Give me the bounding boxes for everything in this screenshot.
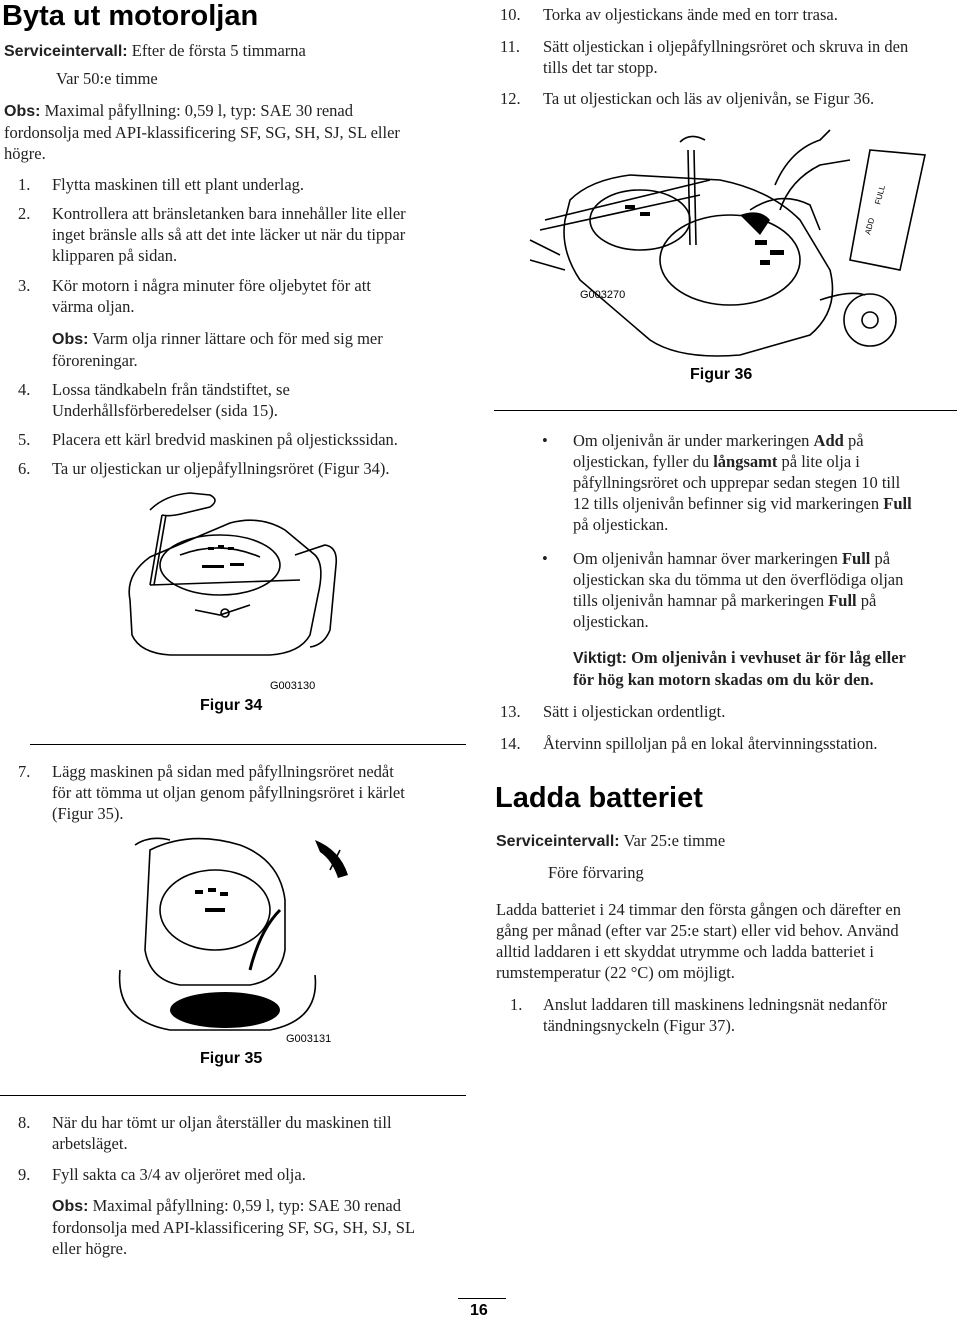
step-line: När du har tömt ur oljan återställer du maskinen till	[52, 1113, 392, 1132]
step-text	[543, 36, 908, 78]
figure-rule	[494, 410, 957, 411]
step-number: 1.	[18, 175, 31, 194]
note-max-fill-2	[52, 1195, 415, 1259]
step-number: 10.	[500, 5, 521, 24]
step-number: 9.	[18, 1165, 31, 1184]
step-text: Placera ett kärl bredvid maskinen på oljestickssidan.	[52, 430, 398, 449]
step-line: Lossa tändkabeln från tändstiftet, se	[52, 380, 290, 399]
step-line: arbetsläget.	[52, 1134, 128, 1153]
step-text: Fyll sakta ca 3/4 av oljeröret med olja.	[52, 1165, 306, 1184]
step-number: 3.	[18, 276, 31, 295]
figure-36-caption: Figur 36	[690, 366, 753, 383]
service-interval-battery	[496, 830, 725, 852]
step-text	[52, 203, 406, 266]
step-number: 8.	[18, 1113, 31, 1132]
step-number: 7.	[18, 762, 31, 781]
bullet-icon: •	[542, 549, 548, 568]
page-number-rule	[458, 1298, 506, 1299]
note-max-fill	[4, 100, 474, 164]
step-text: Återvinn spilloljan på en lokal återvinningsstation.	[543, 734, 878, 753]
note-label: Obs:	[52, 1198, 89, 1215]
note-label: Obs:	[52, 331, 89, 348]
step-line: tills det tar stopp.	[543, 58, 658, 77]
note-line: fordonsolja med API-klassificering SF, SG, SH, SJ, SL	[52, 1218, 416, 1237]
step-number: 4.	[18, 380, 31, 399]
step-line: Kontrollera att bränsletanken bara innehåller lite eller	[52, 204, 406, 223]
important-note: Viktigt: Om oljenivån i vevhuset är för låg eller för hög kan motorn skadas om du kör den.	[573, 648, 906, 689]
column-bottom-rule	[0, 1095, 466, 1096]
figure-35-code: G003131	[286, 1033, 332, 1045]
figure-35-caption: Figur 35	[200, 1050, 263, 1067]
step-line: klipparen på sidan.	[52, 246, 178, 265]
step-text	[543, 994, 887, 1036]
step-number: 1.	[510, 995, 523, 1014]
service-interval-label: Serviceintervall:	[496, 833, 620, 850]
bullet-item: Om oljenivån hamnar över markeringen Full på oljestickan ska du tömma ut den överflödiga oljan tills oljenivån hamnar på markeringen Full på oljestickan.	[573, 549, 904, 631]
step-number: 11.	[500, 37, 521, 56]
step-text: Ta ur oljestickan ur oljepåfyllningsröret (Figur 34).	[52, 459, 390, 478]
step-line: värma oljan.	[52, 297, 135, 316]
step-line: för att tömma ut oljan genom påfyllningsröret i kärlet	[52, 783, 405, 802]
note-label: Obs:	[4, 103, 41, 120]
step-number: 5.	[18, 430, 31, 449]
step-number: 12.	[500, 89, 521, 108]
step-text: Torka av oljestickans ände med en torr trasa.	[543, 5, 838, 24]
figure-rule	[30, 744, 466, 745]
service-interval	[4, 40, 306, 62]
step-text: Flytta maskinen till ett plant underlag.	[52, 175, 305, 194]
step-text	[52, 761, 405, 824]
service-interval-value-2: Före förvaring	[548, 863, 644, 882]
bullet-icon: •	[542, 431, 548, 450]
step-number: 14.	[500, 734, 521, 753]
figure-36-code: G003270	[580, 289, 626, 301]
step-line: (Figur 35).	[52, 804, 124, 823]
service-interval-value-2: Var 50:e timme	[56, 69, 158, 88]
figure-34-caption: Figur 34	[200, 697, 263, 714]
note-line: fordonsolja med API-klassificering SF, SG, SH, SJ, SL eller	[4, 123, 400, 142]
step-text: Ta ut oljestickan och läs av oljenivån, se Figur 36.	[543, 89, 875, 108]
step-text	[52, 379, 290, 421]
step-line: Lägg maskinen på sidan med påfyllningsröret nedåt	[52, 762, 394, 781]
service-interval-value-1: Efter de första 5 timmarna	[131, 41, 306, 60]
figure-36-illustration	[520, 120, 950, 360]
step-line: tändningsnyckeln (Figur 37).	[543, 1016, 736, 1035]
dipstick-add-label: ADD	[863, 216, 877, 236]
figure-34-code: G003130	[270, 680, 316, 692]
note-line: Varm olja rinner lättare och för med sig mer	[92, 329, 383, 348]
step-number: 2.	[18, 204, 31, 223]
bullet-item: Om oljenivån är under markeringen Add på oljestickan, fyller du långsamt på lite olja i påfyllningsröret och upprepar sedan stegen 10 till 12 tills oljenivån befinner sig vid markeringen Full på oljestickan.	[573, 431, 912, 534]
note-line: eller högre.	[52, 1239, 128, 1258]
figure-34-illustration	[110, 485, 350, 665]
battery-paragraph: Ladda batteriet i 24 timmar den första gången och därefter en gång per månad (efter var 25:e start) eller vid behov. Använd alltid laddaren i ett skyddat utrymme och ladda batteriet i rumstemperatur (22 °C) om möjligt.	[496, 900, 901, 982]
section-title-battery: Ladda batteriet	[495, 782, 703, 814]
dipstick-full-label: FULL	[873, 184, 887, 206]
service-interval-value-1: Var 25:e timme	[623, 831, 726, 850]
step-text	[52, 1112, 392, 1154]
step-line: Underhållsförberedelser (sida 15).	[52, 401, 278, 420]
step-number: 13.	[500, 702, 521, 721]
note-warm-oil	[52, 328, 383, 371]
page-number: 16	[470, 1302, 488, 1319]
note-line: föroreningar.	[52, 351, 138, 370]
section-title-oil-change: Byta ut motoroljan	[2, 0, 259, 32]
note-line: Maximal påfyllning: 0,59 l, typ: SAE 30 renad	[44, 101, 353, 120]
step-line: Kör motorn i några minuter före oljebytet för att	[52, 276, 371, 295]
note-line: Maximal påfyllning: 0,59 l, typ: SAE 30 renad	[92, 1196, 401, 1215]
step-number: 6.	[18, 459, 31, 478]
step-line: Anslut laddaren till maskinens ledningsnät nedanför	[543, 995, 888, 1014]
step-line: Sätt oljestickan i oljepåfyllningsröret och skruva in den	[543, 37, 909, 56]
step-line: inget bränsle alls så att det inte läcker ut när du tippar	[52, 225, 406, 244]
figure-35-illustration	[110, 830, 350, 1040]
service-interval-label: Serviceintervall:	[4, 43, 128, 60]
step-text	[52, 275, 371, 317]
note-line: högre.	[4, 144, 46, 163]
step-text: Sätt i oljestickan ordentligt.	[543, 702, 726, 721]
